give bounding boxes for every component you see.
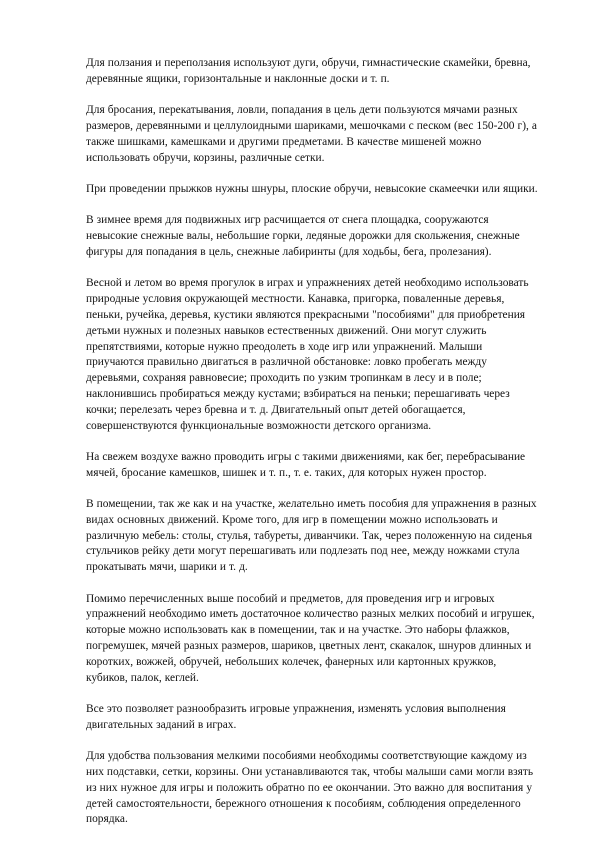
text-line: них подставки, сетки, корзины. Они устанавливаются так, чтобы малыши сами могли взять bbox=[86, 766, 534, 779]
paragraph-indoor bbox=[86, 497, 558, 576]
text-line: порядка. bbox=[86, 813, 128, 826]
text-line: Для удобства пользования мелкими пособиями необходимы соответствующие каждому из bbox=[86, 750, 527, 763]
text-line: приучаются правильно двигаться в различной обстановке: ловко пробегать между bbox=[86, 356, 487, 369]
text-line: На свежем воздухе важно проводить игры с такими движениями, как бег, перебрасывание bbox=[86, 450, 526, 463]
paragraph-storage bbox=[86, 749, 558, 828]
text-line: из них нужное для игры и положить обратно по ее окончании. Это важно для воспитания у bbox=[86, 781, 533, 794]
text-line: деревьями, сохраняя равновесие; проходить по узким тропинкам в лесу и в поле; bbox=[86, 372, 482, 385]
text-line: В помещении, так же как и на участке, желательно иметь пособия для упражнения в разных bbox=[86, 498, 537, 511]
text-line: мячей, бросание камешков, шишек и т. п., т. е. таких, для которых нужен простор. bbox=[86, 466, 487, 479]
text-line: кочки; перелезать через бревна и т. д. Двигательный опыт детей обогащается, bbox=[86, 403, 466, 416]
text-line: препятствиями, которые нужно преодолеть в ходе игр или упражнений. Малыши bbox=[86, 340, 483, 353]
paragraph-spring-summer bbox=[86, 276, 558, 434]
text-line: размеров, деревянными и целлулоидными шариками, мешочками с песком (вес 150-200 г), а bbox=[86, 119, 537, 132]
text-line: использовать обручи, корзины, различные сетки. bbox=[86, 151, 325, 164]
paragraph-winter-games bbox=[86, 213, 558, 260]
text-line: которые можно использовать как в помещении, так и на участке. Это наборы флажков, bbox=[86, 624, 510, 637]
text-line: детьми нужных и полезных навыков естественных движений. Они могут служить bbox=[86, 324, 487, 337]
text-line: коротких, вожжей, обручей, небольших колечек, фанерных или картонных кружков, bbox=[86, 655, 497, 668]
text-line: деревянные ящики, горизонтальные и наклонные доски и т. п. bbox=[86, 72, 390, 85]
paragraph-small-equipment bbox=[86, 592, 558, 687]
text-line: фигуры для попадания в цель, снежные лабиринты (для ходьбы, бега, пролезания). bbox=[86, 245, 492, 258]
paragraph-jumping-equipment bbox=[86, 182, 558, 198]
text-line: пеньки, ручейка, деревья, кустики являются прекрасными "пособиями" для приобретения bbox=[86, 308, 526, 321]
text-line: природные условия окружающей местности. Канавка, пригорка, поваленные деревья, bbox=[86, 293, 505, 306]
text-line: упражнений необходимо иметь достаточное количество разных мелких пособий и игрушек, bbox=[86, 608, 535, 621]
document-page bbox=[86, 56, 558, 844]
paragraph-throwing-equipment bbox=[86, 103, 558, 166]
text-line: различную мебель: столы, стулья, табуреты, диванчики. Так, через положенную на сиденья bbox=[86, 529, 533, 542]
text-line: Для бросания, перекатывания, ловли, попадания в цель дети пользуются мячами разных bbox=[86, 104, 518, 117]
text-line: видах основных движений. Кроме того, для игр в помещении можно использовать и bbox=[86, 513, 498, 526]
text-line: двигательных заданий в играх. bbox=[86, 718, 237, 731]
text-line: совершенствуются функциональные возможности детского организма. bbox=[86, 419, 432, 432]
text-line: стульчиков рейку дети могут перешагивать или подлезать под нее, между ножками стула bbox=[86, 545, 520, 558]
paragraph-crawling-equipment bbox=[86, 56, 558, 88]
text-line: Для ползания и переползания используют дуги, обручи, гимнастические скамейки, бревна, bbox=[86, 57, 531, 69]
text-line: Все это позволяет разнообразить игровые упражнения, изменять условия выполнения bbox=[86, 703, 506, 716]
paragraph-variety bbox=[86, 702, 558, 734]
text-line: В зимнее время для подвижных игр расчищается от снега площадка, сооружаются bbox=[86, 214, 489, 227]
text-line: детей самостоятельности, бережного отношения к пособиям, соблюдения определенного bbox=[86, 797, 521, 810]
text-line: также шишками, камешками и другими предметами. В качестве мишеней можно bbox=[86, 135, 482, 148]
text-line: погремушек, мячей разных размеров, шариков, цветных лент, скакалок, шнуров длинных и bbox=[86, 640, 532, 653]
text-line: наклонившись пробираться между кустами; взбираться на пеньки; перешагивать через bbox=[86, 387, 510, 400]
text-line: Помимо перечисленных выше пособий и предметов, для проведения игр и игровых bbox=[86, 592, 495, 605]
text-line: невысокие снежные валы, небольшие горки, ледяные дорожки для скольжения, снежные bbox=[86, 230, 520, 243]
paragraph-fresh-air bbox=[86, 450, 558, 482]
text-line: прокатывать мячи, шарики и т. д. bbox=[86, 561, 248, 574]
text-line: При проведении прыжков нужны шнуры, плоские обручи, невысокие скамеечки или ящики. bbox=[86, 182, 538, 195]
text-line: кубиков, палок, кеглей. bbox=[86, 671, 199, 684]
text-line: Весной и летом во время прогулок в играх и упражнениях детей необходимо использовать bbox=[86, 277, 529, 290]
